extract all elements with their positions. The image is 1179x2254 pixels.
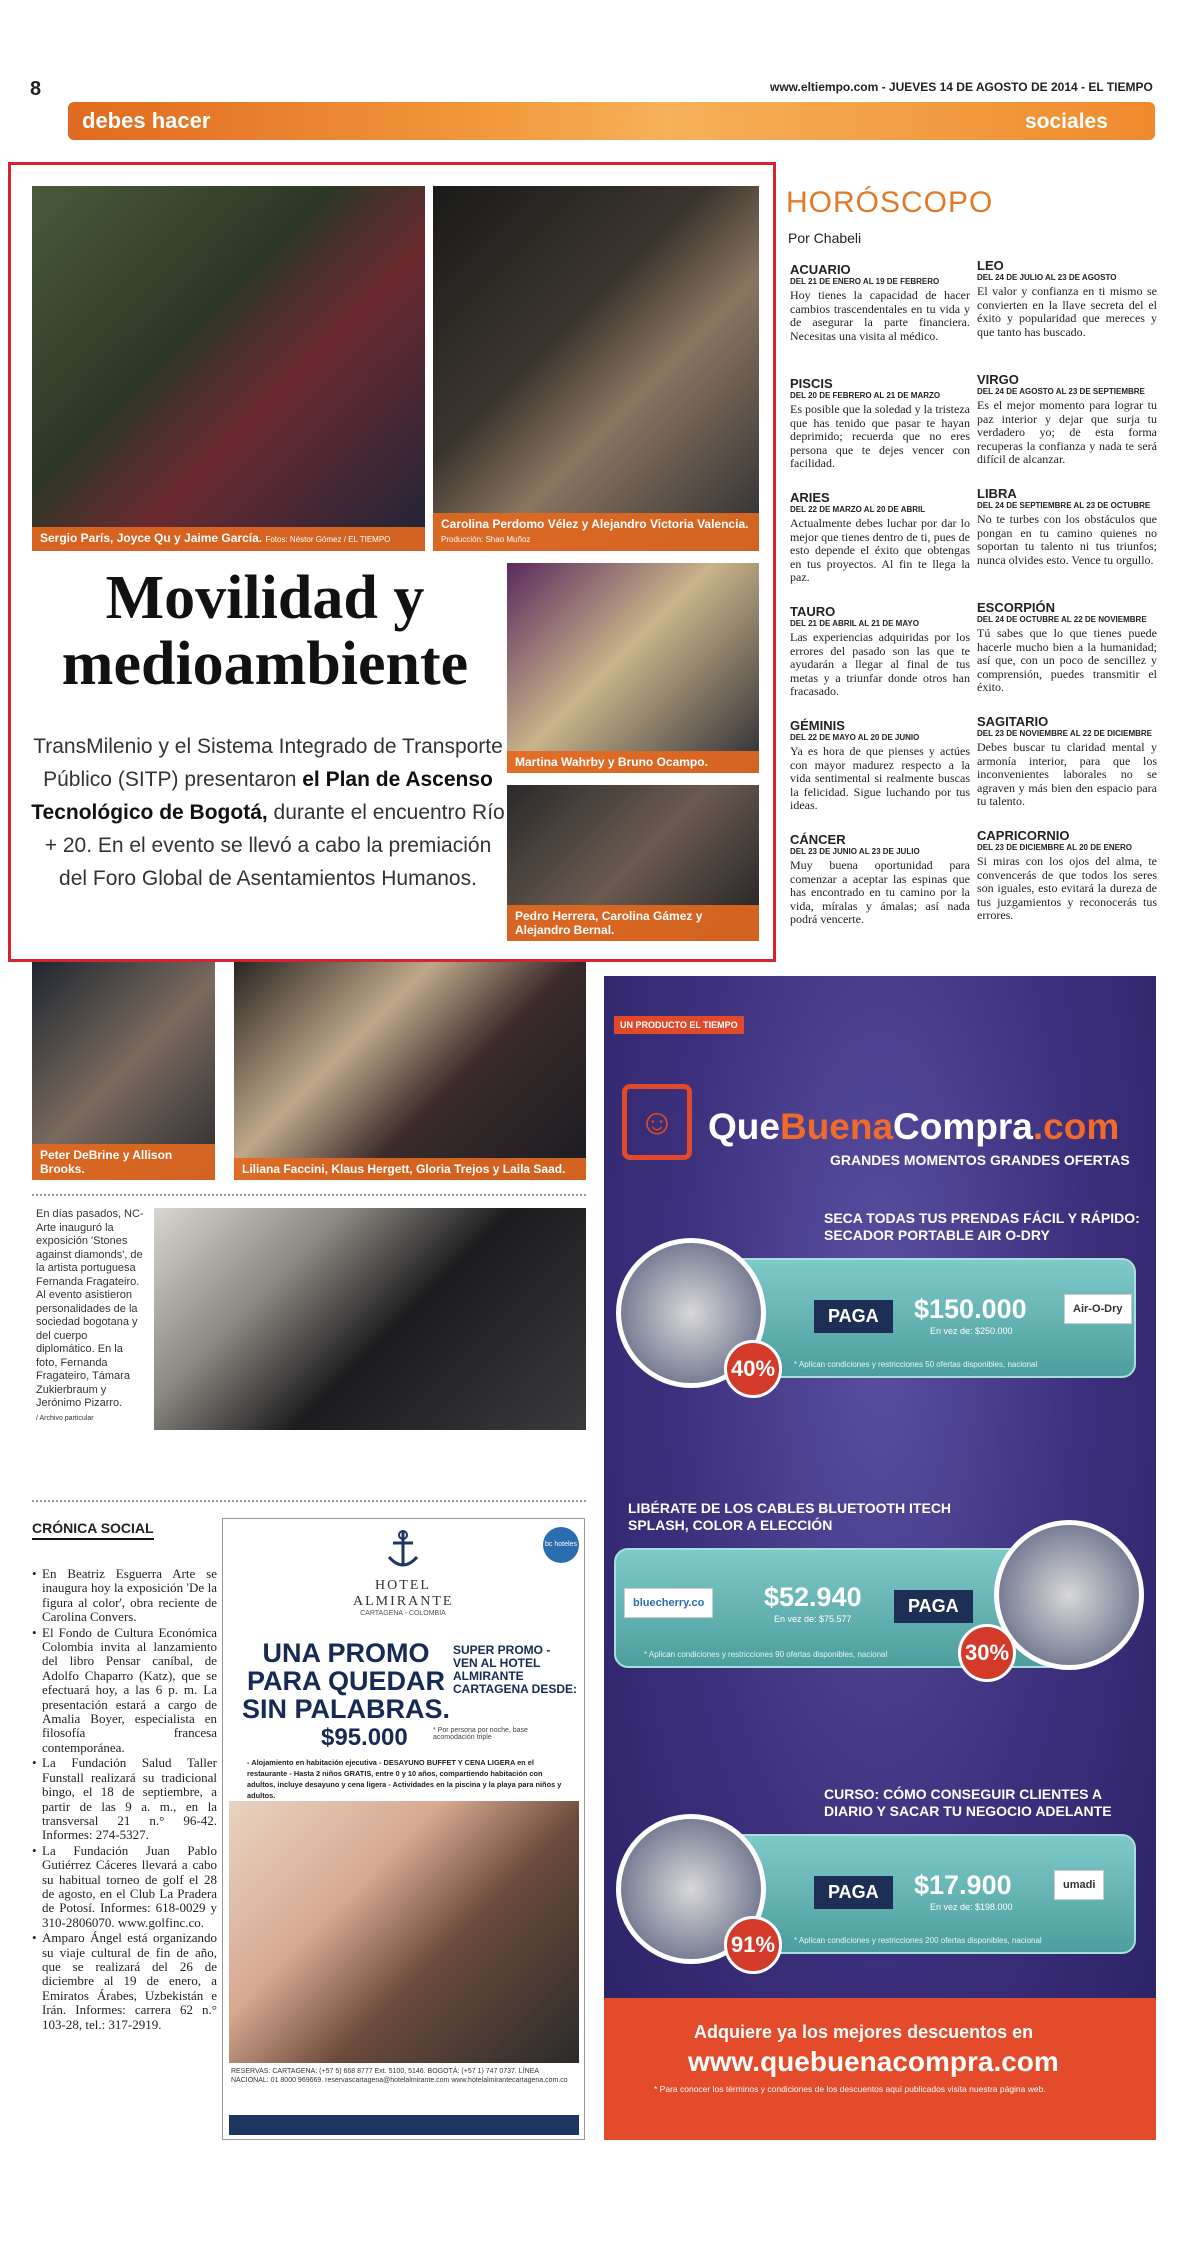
photo-caption: Peter DeBrine y Allison Brooks. <box>32 1144 215 1180</box>
brand-logo: Air-O-Dry <box>1064 1294 1132 1324</box>
hotel-ad-photo <box>229 1801 579 2063</box>
discount-badge: 91% <box>724 1916 782 1974</box>
feature-summary: TransMilenio y el Sistema Integrado de Transporte Público (SITP) presentaron el Plan de Ascenso Tecnológico de Bogotá, durante el encuentro Río + 20. En el evento se llevó a cabo la premiación del Foro Global de Asentamientos Humanos. <box>31 735 505 890</box>
hotel-ad-footer <box>229 2115 579 2135</box>
offer-before-price: En vez de: $250.000 <box>930 1326 1013 1336</box>
horoscope-sign: CAPRICORNIO DEL 23 DE DICIEMBRE AL 20 DE ENERO Si miras con los ojos del alma, te convencerás de que todos los seres son iguales, esto evitará la dureza de tus juzgamientos y reconocerás tus errores. <box>977 828 1157 922</box>
header-dateline <box>770 80 1153 94</box>
hotel-contact[interactable]: RESERVAS: CARTAGENA: (+57 5) 668 8777 Ext. 5100, 5146. BOGOTÁ: (+57 1) 747 0737. LÍNEA NACIONAL: 01 8000 969669. reservascartagena@hotelalmirante.com www.hotelalmirantecartagena.com.co <box>231 2068 568 2084</box>
list-item: • En Beatriz Esguerra Arte se inaugura hoy la exposición 'De la figura al color', obra reciente de Carolina Convers. <box>32 1567 217 1625</box>
site-url[interactable]: www.eltiempo.com <box>770 80 879 94</box>
divider <box>32 1500 586 1502</box>
horoscope-sign: LIBRA DEL 24 DE SEPTIEMBRE AL 23 DE OCTUBRE No te turbes con los obstáculos que pongan en tu camino quienes no soportan tu talento ni tus triunfos; nunca olvides esto. Vence tu orgullo. <box>977 486 1157 567</box>
photo-credit: Producción: Shao Muñoz <box>441 535 531 544</box>
photo-wahrby-ocampo <box>507 563 759 773</box>
horoscope-sign: LEO DEL 24 DE JULIO AL 23 DE AGOSTO El valor y confianza en ti mismo se convierten en la llave secreta del el éxito y popularidad que mereces y que tanto has buscado. <box>977 258 1157 339</box>
photo-caption: Liliana Faccini, Klaus Hergett, Gloria Trejos y Laila Saad. <box>234 1158 586 1180</box>
offer-before-price: En vez de: $75.577 <box>774 1614 852 1624</box>
photo-caption: Martina Wahrby y Bruno Ocampo. <box>507 751 759 773</box>
section-banner <box>68 102 1155 140</box>
list-item: • El Fondo de Cultura Económica Colombia invita al lanzamiento del libro Pensar caníbal, de Adolfo Chaparro (Katz), que se efectuará hoy, a las 6 p. m. La presentación estará a cargo de Amalia Boyer, especialista en filosofía francesa contemporánea. <box>32 1626 217 1756</box>
photo-credit: Fotos: Néstor Gómez / EL TIEMPO <box>265 535 391 544</box>
hotel-anchor-icon <box>383 1529 423 1573</box>
bc-hoteles-badge: bc hoteles <box>543 1527 579 1563</box>
hotel-name: HOTEL ALMIRANTE <box>353 1578 454 1609</box>
qbc-url-link[interactable]: www.quebuenacompra.com <box>688 2046 1059 2077</box>
page-number: 8 <box>30 78 42 100</box>
horoscope-title: HORÓSCOPO <box>786 186 994 219</box>
photo-faccini-group <box>234 962 586 1180</box>
horoscope-sign: CÁNCER DEL 23 DE JUNIO AL 23 DE JULIO Muy buena oportunidad para comenzar a aceptar las espinas que has encontrado en tu camino por la vida, míralas y ámalas; así nada podrá vencerte. <box>790 832 970 926</box>
qbc-cta: Adquiere ya los mejores descuentos en <box>694 2022 1034 2042</box>
paga-label: PAGA <box>814 1876 893 1909</box>
horoscope-sign: TAURO DEL 21 DE ABRIL AL 21 DE MAYO Las experiencias adquiridas por los errores del pasado son las que te ayudarán a llegar al final de tus metas y a triunfar donde otros han fracasado. <box>790 604 970 698</box>
product-image <box>994 1520 1144 1670</box>
cronica-social-list <box>32 1567 217 2033</box>
offer-legal: * Aplican condiciones y restricciones 200 ofertas disponibles, nacional <box>794 1936 1042 1945</box>
photo-debrine-brooks <box>32 962 215 1180</box>
photo-credit: / Archivo particular <box>36 1414 94 1422</box>
offer-curso-clientes[interactable] <box>614 1786 1146 1986</box>
hotel-almirante-ad[interactable] <box>222 1518 585 2140</box>
qbc-logo: QueBuenaCompra.com <box>708 1106 1120 1147</box>
offer-legal: * Aplican condiciones y restricciones 90 ofertas disponibles, nacional <box>644 1650 888 1659</box>
photo-caption: Pedro Herrera, Carolina Gámez y Alejandro Bernal. <box>507 905 759 941</box>
hotel-logo <box>353 1529 453 1617</box>
offer-before-price: En vez de: $198.000 <box>930 1902 1013 1912</box>
brand-logo: umadi <box>1054 1870 1104 1900</box>
feature-headline: Movilidad y medioambiente <box>61 564 469 698</box>
horoscope-sign: VIRGO DEL 24 DE AGOSTO AL 23 DE SEPTIEMBRE Es el mejor momento para lograr tu paz interior y dejar que surja tu verdadero yo; de esta forma recuperas la confianza y nada te será difícil de alcanzar. <box>977 372 1157 466</box>
qbc-tagline: GRANDES MOMENTOS GRANDES OFERTAS <box>830 1152 1130 1168</box>
offer-headline: CURSO: CÓMO CONSEGUIR CLIENTES A DIARIO Y SACAR TU NEGOCIO ADELANTE <box>824 1786 1112 1819</box>
shopping-bag-icon: ☺ <box>622 1084 692 1160</box>
hotel-promo-headline: UNA PROMO PARA QUEDAR SIN PALABRAS. <box>241 1638 450 1724</box>
photo-perdomo-victoria <box>433 186 759 551</box>
hotel-price-note: * Por persona por noche, base acomodación triple <box>433 1727 528 1741</box>
list-item: • Amparo Ángel está organizando su viaje cultural de fin de año, que se realizará del 26 de diciembre al 19 de enero, a Emiratos Árabes, Uzbekistán e Irán. Informes: carrera 62 n.° 103-28, tel.: 317-2919. <box>32 1931 217 2032</box>
offer-price: $17.900 <box>914 1870 1012 1900</box>
horoscope-sign: GÉMINIS DEL 22 DE MAYO AL 20 DE JUNIO Ya es hora de que pienses y actúes con mayor madurez respecto a la vida sentimental si realmente buscas la felicidad. Sigue luchando por tus ideas. <box>790 718 970 812</box>
paga-label: PAGA <box>894 1590 973 1623</box>
horoscope-sign: SAGITARIO DEL 23 DE NOVIEMBRE AL 22 DE DICIEMBRE Debes buscar tu claridad mental y armonía interior, para que los inconvenientes laborales no se agraven y más bien den espacio para tu talento. <box>977 714 1157 808</box>
divider <box>32 1194 586 1196</box>
qbc-legal: * Para conocer los términos y condiciones de los descuentos aquí publicados visita nuestra página web. <box>654 2084 1046 2094</box>
photo-caption: Carolina Perdomo Vélez y Alejandro Victoria Valencia. Producción: Shao Muñoz <box>433 513 759 551</box>
photo-paris-qu-garcia <box>32 186 425 551</box>
horoscope-sign: PISCIS DEL 20 DE FEBRERO AL 21 DE MARZO Es posible que la soledad y la tristeza que has tenido que pasar te hayan deprimido; recuerda que no eres persona que te dejes vencer con facilidad. <box>790 376 970 470</box>
offer-headline: LIBÉRATE DE LOS CABLES BLUETOOTH ITECH SPLASH, COLOR A ELECCIÓN <box>628 1500 952 1533</box>
hotel-city: CARTAGENA - COLOMBIA <box>360 1610 446 1617</box>
horoscope-sign: ARIES DEL 22 DE MARZO AL 20 DE ABRIL Actualmente debes luchar por dar lo mejor que tienes dentro de ti, pues de esto depende el éxito que obtengas en tus proyectos. Al fin te llega la paz. <box>790 490 970 584</box>
el-tiempo-product-badge: UN PRODUCTO EL TIEMPO <box>614 1016 744 1034</box>
discount-badge: 30% <box>958 1624 1016 1682</box>
photo-caption: Sergio París, Joyce Qu y Jaime García. Fotos: Néstor Gómez / EL TIEMPO <box>32 527 425 551</box>
offer-bluetooth-itech[interactable] <box>614 1500 1146 1700</box>
quebuenacompra-ad[interactable] <box>604 976 1156 2140</box>
horoscope-sign: ACUARIO DEL 21 DE ENERO AL 19 DE FEBRERO Hoy tienes la capacidad de hacer cambios trascendentales en tu vida y de asegurar la parte financiera. Necesitas una visita al médico. <box>790 262 970 343</box>
hotel-super-promo: SUPER PROMO - VEN AL HOTEL ALMIRANTE CARTAGENA DESDE: <box>453 1643 578 1696</box>
paga-label: PAGA <box>814 1300 893 1333</box>
list-item: • La Fundación Juan Pablo Gutiérrez Cáceres llevará a cabo su habitual torneo de golf el 28 de agosto, en el Club La Pradera de Potosí. Informes: 618-0029 y 310-2806070. www.golfinc.co. <box>32 1844 217 1930</box>
photo-nc-arte-event <box>154 1208 586 1430</box>
horoscope-sign: ESCORPIÓN DEL 24 DE OCTUBRE AL 22 DE NOVIEMBRE Tú sabes que lo que tienes puede hacerle mucho bien a la humanidad; así que, con un poco de sencillez y comprensión, puedes transmitir el éxito. <box>977 600 1157 694</box>
paper-name: EL TIEMPO <box>1088 80 1153 94</box>
section-label-right: sociales <box>1025 110 1108 133</box>
offer-legal: * Aplican condiciones y restricciones 50 ofertas disponibles, nacional <box>794 1360 1038 1369</box>
discount-badge: 40% <box>724 1340 782 1398</box>
offer-price: $52.940 <box>764 1582 862 1612</box>
brand-logo: bluecherry.co <box>624 1588 713 1618</box>
cronica-social-title: CRÓNICA SOCIAL <box>32 1520 154 1540</box>
horoscope-byline: Por Chabeli <box>788 230 862 246</box>
issue-date: - JUEVES 14 DE AGOSTO DE 2014 - <box>878 80 1089 94</box>
offer-air-o-dry[interactable] <box>614 1210 1146 1410</box>
hotel-features: - Alojamiento en habitación ejecutiva - DESAYUNO BUFFET Y CENA LIGERA en el restaurante - Hasta 2 niños GRATIS, entre 0 y 10 años, compartiendo habitación con adultos, incluye desayuno y cena ligera - Actividades en la piscina y la playa para niños y adultos. <box>247 1758 562 1800</box>
offer-headline: SECA TODAS TUS PRENDAS FÁCIL Y RÁPIDO: SECADOR PORTABLE AIR O-DRY <box>824 1210 1140 1243</box>
offer-price: $150.000 <box>914 1294 1027 1324</box>
hotel-price: $95.000 <box>321 1724 408 1751</box>
section-label-left: debes hacer <box>82 108 211 133</box>
photo-herrera-gamez-bernal <box>507 785 759 941</box>
nc-arte-caption: En días pasados, NC-Arte inauguró la exposición 'Stones against diamonds', de la artista portuguesa Fernanda Fragateiro. Al evento asistieron personalidades de la sociedad bogotana y del cuerpo diplomático. En la foto, Fernanda Fragateiro, Támara Zukierbraum y Jerónimo Pizarro. / Archivo particular <box>36 1208 144 1422</box>
list-item: • La Fundación Salud Taller Funstall realizará su tradicional bingo, el 18 de septiembre, a partir de las 9 a. m., en la transversal 21 n.° 96-42. Informes: 274-5327. <box>32 1756 217 1842</box>
